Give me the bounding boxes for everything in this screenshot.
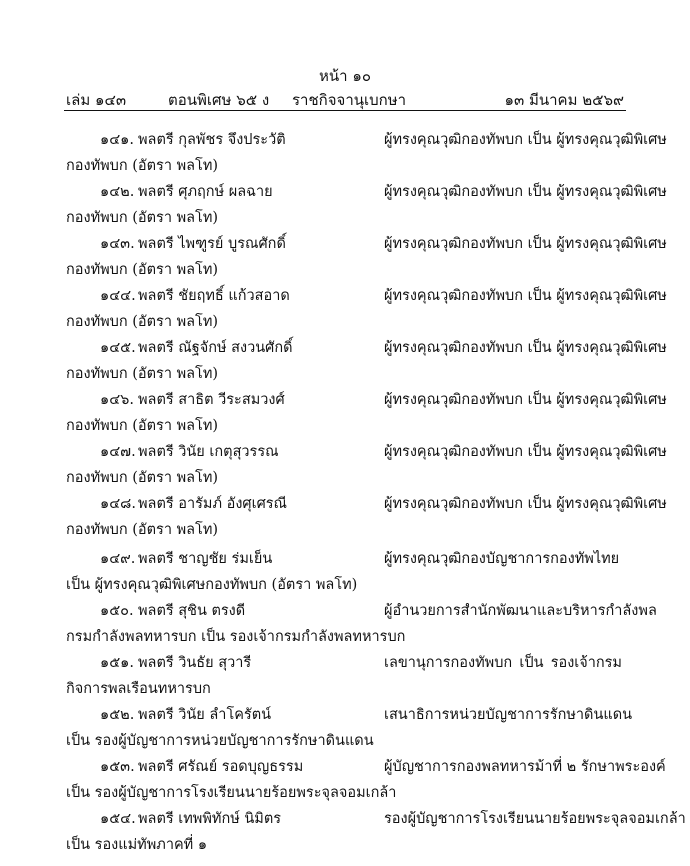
entry-number: ๑๔๙. bbox=[100, 551, 136, 567]
officer-name: พลตรี สาธิต วีระสมวงศ์ bbox=[138, 392, 285, 408]
appointment-entry bbox=[0, 599, 690, 651]
volume-label: เล่ม ๑๔๓ bbox=[66, 91, 127, 109]
position-change: ผู้ทรงคุณวุฒิกองทัพบก เป็น ผู้ทรงคุณวุฒิพิเศษ bbox=[384, 288, 667, 304]
appointment-entry bbox=[0, 180, 690, 232]
position-continuation: กองทัพบก (อัตรา พลโท) bbox=[66, 158, 219, 174]
position-continuation: กองทัพบก (อัตรา พลโท) bbox=[66, 470, 219, 486]
position-continuation: กองทัพบก (อัตรา พลโท) bbox=[66, 366, 219, 382]
entry-number: ๑๔๖. bbox=[100, 392, 134, 408]
position-change: เสนาธิการหน่วยบัญชาการรักษาดินแดน bbox=[384, 707, 633, 723]
appointment-entry bbox=[0, 547, 690, 599]
position-continuation: กองทัพบก (อัตรา พลโท) bbox=[66, 522, 219, 538]
position-change: ผู้ทรงคุณวุฒิกองทัพบก เป็น ผู้ทรงคุณวุฒิพิเศษ bbox=[384, 184, 667, 200]
entry-number: ๑๕๔. bbox=[100, 811, 136, 827]
position-change: ผู้บัญชาการกองพลทหารม้าที่ ๒ รักษาพระองค์ bbox=[384, 759, 666, 775]
officer-name: พลตรี ศรัณย์ รอดบุญธรรม bbox=[138, 759, 304, 775]
position-change: เลขานุการกองทัพบก เป็น รองเจ้ากรม bbox=[384, 655, 622, 671]
entry-number: ๑๕๐. bbox=[100, 603, 134, 619]
entry-number: ๑๕๓. bbox=[100, 759, 135, 775]
appointment-entry bbox=[0, 755, 690, 807]
entry-number: ๑๕๒. bbox=[100, 707, 135, 723]
position-continuation: เป็น รองผู้บัญชาการหน่วยบัญชาการรักษาดินแดน bbox=[66, 733, 374, 749]
entry-number: ๑๔๑. bbox=[100, 132, 134, 148]
appointment-entry bbox=[0, 492, 690, 544]
officer-name: พลตรี ชัยฤทธิ์ แก้วสอาด bbox=[138, 288, 290, 304]
position-change: รองผู้บัญชาการโรงเรียนนายร้อยพระจุลจอมเกล้า bbox=[384, 811, 686, 827]
officer-name: พลตรี เทพพิทักษ์ นิมิตร bbox=[138, 811, 282, 827]
position-continuation: กิจการพลเรือนทหารบก bbox=[66, 681, 211, 697]
position-continuation: กองทัพบก (อัตรา พลโท) bbox=[66, 314, 219, 330]
officer-name: พลตรี ศุภฤกษ์ ผลฉาย bbox=[138, 184, 273, 200]
publication-name: ราชกิจจานุเบกษา bbox=[292, 91, 407, 109]
entry-number: ๑๔๓. bbox=[100, 236, 135, 252]
officer-name: พลตรี อารัมภ์ อังศุเศรณี bbox=[138, 496, 288, 512]
position-change: ผู้อำนวยการสำนักพัฒนาและบริหารกำลังพล bbox=[384, 603, 657, 619]
appointment-entry bbox=[0, 440, 690, 492]
entry-number: ๑๔๒. bbox=[100, 184, 135, 200]
officer-name: พลตรี วินัย ลำโครัตน์ bbox=[138, 707, 272, 723]
appointment-entry bbox=[0, 388, 690, 440]
appointment-entry bbox=[0, 703, 690, 755]
position-change: ผู้ทรงคุณวุฒิกองทัพบก เป็น ผู้ทรงคุณวุฒิพิเศษ bbox=[384, 496, 667, 512]
position-continuation: กองทัพบก (อัตรา พลโท) bbox=[66, 210, 219, 226]
publication-date: ๑๓ มีนาคม ๒๕๖๙ bbox=[504, 91, 624, 109]
officer-name: พลตรี กุลพัชร จึงประวัติ bbox=[138, 132, 286, 148]
officer-name: พลตรี สุชิน ตรงดี bbox=[138, 603, 246, 619]
special-issue-label: ตอนพิเศษ ๖๕ ง bbox=[168, 91, 270, 109]
position-continuation: กองทัพบก (อัตรา พลโท) bbox=[66, 418, 219, 434]
entry-number: ๑๕๑. bbox=[100, 655, 134, 671]
appointment-entry bbox=[0, 651, 690, 703]
officer-name: พลตรี วินธัย สุวารี bbox=[138, 655, 252, 671]
officer-name: พลตรี ณัฐจักษ์ สงวนศักดิ์ bbox=[138, 340, 293, 356]
position-continuation: กรมกำลังพลทหารบก เป็น รองเจ้ากรมกำลังพลทหารบก bbox=[66, 629, 406, 645]
appointment-entry bbox=[0, 232, 690, 284]
officer-name: พลตรี ชาญชัย ร่มเย็น bbox=[138, 551, 273, 567]
appointment-entry bbox=[0, 336, 690, 388]
appointment-entry bbox=[0, 284, 690, 336]
officer-name: พลตรี วินัย เกตุสุวรรณ bbox=[138, 444, 279, 460]
officer-name: พลตรี ไพฑูรย์ บูรณศักดิ์ bbox=[138, 236, 286, 252]
position-continuation: กองทัพบก (อัตรา พลโท) bbox=[66, 262, 219, 278]
position-change: ผู้ทรงคุณวุฒิกองทัพบก เป็น ผู้ทรงคุณวุฒิพิเศษ bbox=[384, 340, 667, 356]
position-continuation: เป็น ผู้ทรงคุณวุฒิพิเศษกองทัพบก (อัตรา พลโท) bbox=[66, 577, 358, 593]
position-change: ผู้ทรงคุณวุฒิกองบัญชาการกองทัพไทย bbox=[384, 551, 620, 567]
gazette-header bbox=[66, 88, 624, 110]
position-continuation: เป็น รองผู้บัญชาการโรงเรียนนายร้อยพระจุลจอมเกล้า bbox=[66, 785, 397, 801]
appointment-entry bbox=[0, 128, 690, 180]
page-number: หน้า ๑๐ bbox=[318, 67, 371, 85]
header-divider bbox=[64, 110, 626, 111]
position-change: ผู้ทรงคุณวุฒิกองทัพบก เป็น ผู้ทรงคุณวุฒิพิเศษ bbox=[384, 444, 667, 460]
position-continuation: เป็น รองแม่ทัพภาคที่ ๑ bbox=[66, 837, 208, 853]
entry-number: ๑๔๔. bbox=[100, 288, 136, 304]
position-change: ผู้ทรงคุณวุฒิกองทัพบก เป็น ผู้ทรงคุณวุฒิพิเศษ bbox=[384, 236, 667, 252]
entry-number: ๑๔๗. bbox=[100, 444, 136, 460]
position-change: ผู้ทรงคุณวุฒิกองทัพบก เป็น ผู้ทรงคุณวุฒิพิเศษ bbox=[384, 392, 667, 408]
entry-number: ๑๔๕. bbox=[100, 340, 136, 356]
appointment-entry bbox=[0, 807, 690, 859]
position-change: ผู้ทรงคุณวุฒิกองทัพบก เป็น ผู้ทรงคุณวุฒิพิเศษ bbox=[384, 132, 667, 148]
entry-number: ๑๔๘. bbox=[100, 496, 136, 512]
